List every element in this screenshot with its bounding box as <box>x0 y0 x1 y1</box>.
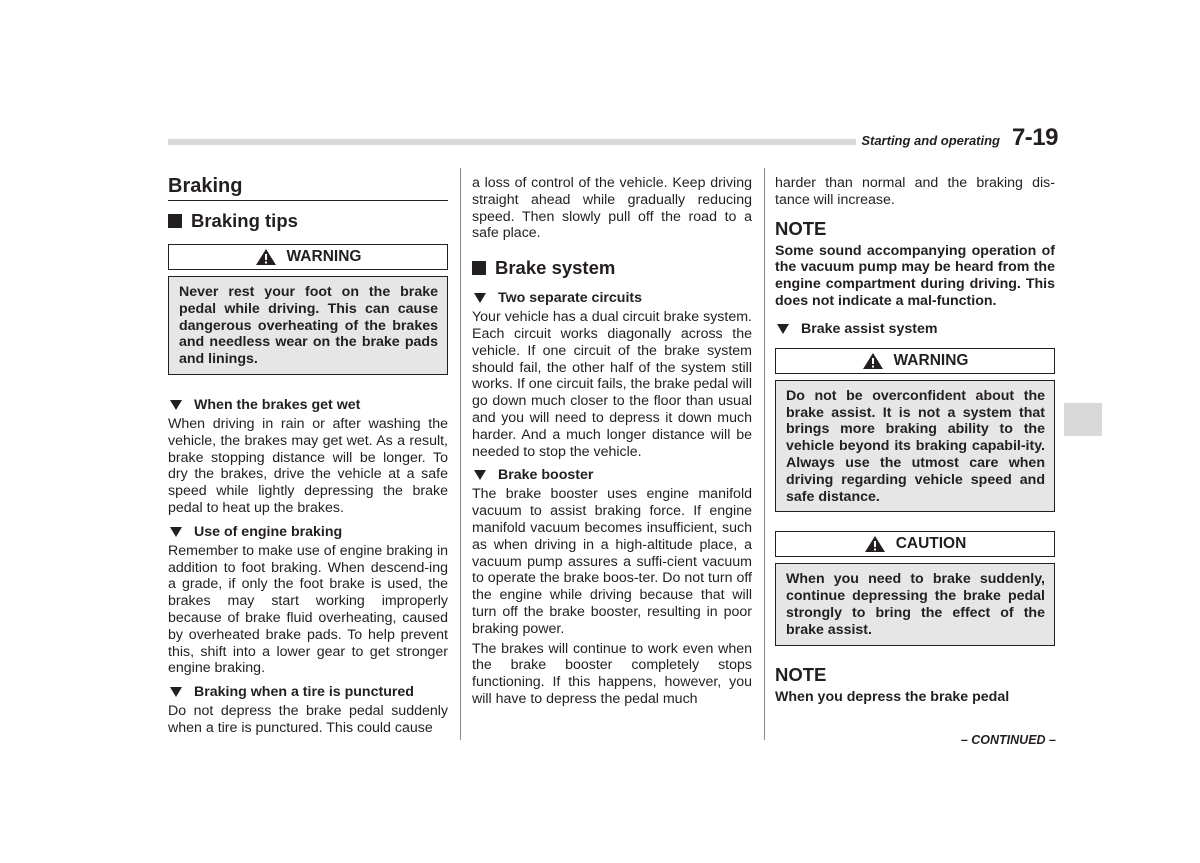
warning-block <box>168 244 448 375</box>
caution-text: When you need to brake suddenly, continue depressing the brake pedal strongly to bring the effect of the brake assist. <box>786 571 1045 638</box>
note-text: When you depress the brake pedal <box>775 688 1010 705</box>
heading-label: Use of engine braking <box>194 523 343 540</box>
subheading-label: Braking tips <box>191 210 298 231</box>
square-bullet-icon <box>472 261 486 275</box>
paragraph: When driving in rain or after washing the vehicle, the brakes may get wet. As a result, brake stopping distance will be longer. To dry the brakes, drive the vehicle at a safe speed while lightly depressing the brake pedal to heat up the brakes. <box>168 415 448 516</box>
square-bullet-icon <box>168 214 182 228</box>
paragraph: The brakes will continue to work even when the brake booster completely stops functioning. If this happens, however, you will have to depress the pedal much <box>472 640 752 707</box>
warning-triangle-icon <box>862 352 884 370</box>
continued-marker: – CONTINUED – <box>960 733 1056 747</box>
warning-triangle-icon <box>255 248 277 266</box>
section-heading: Braking <box>168 175 448 201</box>
caution-label: CAUTION <box>895 535 967 553</box>
column-3 <box>775 170 1055 705</box>
note-block <box>775 218 1055 310</box>
down-triangle-icon <box>170 527 182 537</box>
down-triangle-icon <box>777 324 789 334</box>
column-2 <box>472 170 752 708</box>
down-triangle-icon <box>170 687 182 697</box>
header-rule <box>168 139 856 145</box>
heading-engine-braking <box>168 524 448 540</box>
paragraph: The brake booster uses engine manifold vacuum to assist braking force. If engine manifold vacuum becomes insufficient, such as when driving in a high-altitude place, a vacuum pump assures a suffi-cient vacuum to operate the brake boos-ter. Do not turn off the engine while driving because that will turn off the brake booster, resulting in poor braking power. <box>472 486 752 637</box>
note-heading: NOTE <box>775 663 827 685</box>
warning-box <box>775 380 1055 513</box>
down-triangle-icon <box>474 293 486 303</box>
paragraph: a loss of control of the vehicle. Keep driving straight ahead while gradually reducing speed. Then slowly pull off the road to a safe place. <box>472 175 752 242</box>
caution-box <box>775 563 1055 645</box>
heading-label: Braking when a tire is punctured <box>194 684 414 701</box>
page-number: 7-19 <box>1011 124 1058 151</box>
heading-two-circuits <box>472 290 752 306</box>
warning-header <box>168 244 448 270</box>
paragraph: Remember to make use of engine braking in addition to foot braking. When descend-ing a grade, if only the foot brake is used, the brakes may start working improperly because of brake fluid overheating, caused by overheated brake pads. To help prevent this, shift into a lower gear to get stronger engine braking. <box>168 542 448 677</box>
note-heading: NOTE <box>775 217 827 239</box>
caution-block <box>775 531 1055 645</box>
paragraph: Do not depress the brake pedal suddenly when a tire is punctured. This could cause <box>168 703 448 736</box>
warning-block <box>775 348 1055 513</box>
heading-label: When the brakes get wet <box>194 396 361 413</box>
note-block <box>775 664 1055 706</box>
header-section-title: Starting and operating <box>861 133 1000 148</box>
chapter-tab-marker <box>1064 403 1102 436</box>
paragraph: Your vehicle has a dual circuit brake system. Each circuit works diagonally across the vehicle. If one circuit of the brake system should fail, the other half of the system still works. If one circuit fails, the brake pedal will go down much closer to the floor than usual and you will need to depress it down much harder. And a much longer distance will be needed to stop the vehicle. <box>472 309 752 460</box>
warning-label: WARNING <box>893 351 969 369</box>
warning-label: WARNING <box>286 248 362 265</box>
warning-header <box>775 348 1055 374</box>
paragraph: harder than normal and the braking dis-tance will increase. <box>775 175 1055 208</box>
down-triangle-icon <box>474 470 486 480</box>
subheading-label: Brake system <box>495 257 616 279</box>
heading-tire-punctured <box>168 684 448 700</box>
heading-label: Two separate circuits <box>498 290 643 307</box>
warning-text: Do not be overconfident about the brake assist. It is not a system that brings more braking ability to the vehicle beyond its braking capabil-ity. Always use the utmost care when driving regarding vehicle speed and safe distance. <box>786 387 1045 505</box>
column-divider <box>764 168 765 740</box>
heading-brake-booster <box>472 467 752 483</box>
heading-label: Brake booster <box>498 467 594 484</box>
caution-header <box>775 531 1055 557</box>
column-1 <box>168 170 448 737</box>
subheading-brake-system <box>472 257 752 279</box>
heading-brakes-wet <box>168 397 448 413</box>
heading-brake-assist <box>775 321 1055 337</box>
warning-triangle-icon <box>864 535 886 553</box>
subheading-braking-tips <box>168 210 448 232</box>
note-text: Some sound accompanying operation of the vacuum pump may be heard from the engine compartment during driving. This does not indicate a mal-function. <box>775 242 1055 309</box>
down-triangle-icon <box>170 400 182 410</box>
warning-box <box>168 276 448 375</box>
warning-text: Never rest your foot on the brake pedal while driving. This can cause dangerous overheating of the brakes and needless wear on the brake pads and linings. <box>179 284 438 368</box>
heading-label: Brake assist system <box>801 320 938 337</box>
column-divider <box>460 168 461 740</box>
